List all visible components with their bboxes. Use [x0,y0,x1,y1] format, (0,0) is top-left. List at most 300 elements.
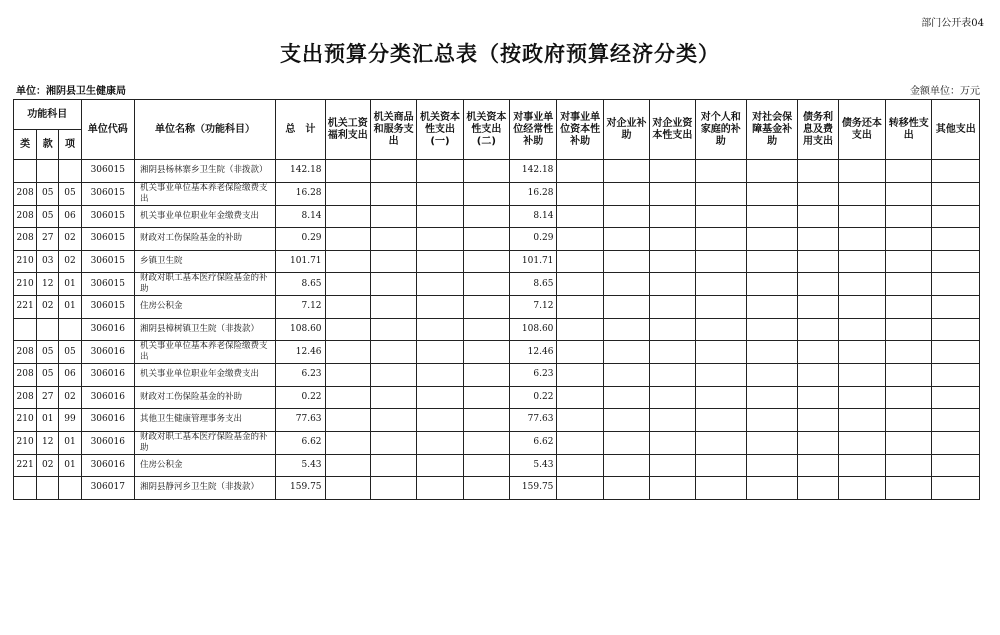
cell-enterprise-subsidy [603,318,649,341]
cell-wages [325,228,370,251]
cell-kuan [37,160,59,183]
cell-household-subsidy [695,160,746,183]
cell-debt-interest [798,318,838,341]
cell-institution-subsidy: 0.22 [510,386,557,409]
cell-capital-2 [463,182,509,205]
cell-enterprise-capital [650,364,695,387]
cell-institution-subsidy: 101.71 [510,250,557,273]
cell-lei: 208 [14,205,37,228]
cell-capital-1 [417,364,463,387]
cell-goods-services [370,273,416,296]
header-total: 总 计 [276,100,325,160]
cell-wages [325,386,370,409]
cell-capital-1 [417,273,463,296]
table-row [14,182,980,205]
cell-enterprise-capital [650,341,695,364]
cell-goods-services [370,296,416,319]
cell-transfer [886,431,932,454]
cell-capital-2 [463,341,509,364]
cell-capital-1 [417,205,463,228]
table-row [14,228,980,251]
cell-unit-code: 306016 [81,318,134,341]
cell-household-subsidy [695,182,746,205]
header-unit-name: 单位名称（功能科目） [134,100,275,160]
cell-debt-interest [798,182,838,205]
cell-xiang: 06 [59,364,81,387]
cell-capital-2 [463,318,509,341]
header-capital-2: 机关资本性支出(二) [463,100,509,160]
cell-xiang: 99 [59,409,81,432]
cell-household-subsidy [695,341,746,364]
cell-unit-code: 306015 [81,228,134,251]
cell-xiang: 06 [59,205,81,228]
cell-xiang [59,477,81,500]
cell-enterprise-capital [650,160,695,183]
header-unit-code: 单位代码 [81,100,134,160]
cell-debt-interest [798,386,838,409]
header-wages: 机关工资福利支出 [325,100,370,160]
cell-enterprise-subsidy [603,228,649,251]
cell-kuan: 27 [37,228,59,251]
cell-capital-1 [417,386,463,409]
cell-unit-name: 财政对职工基本医疗保险基金的补助 [134,431,275,454]
cell-transfer [886,409,932,432]
table-row [14,160,980,183]
cell-social-security [746,477,797,500]
cell-enterprise-capital [650,273,695,296]
cell-institution-subsidy: 6.62 [510,431,557,454]
cell-transfer [886,205,932,228]
cell-other [932,273,980,296]
cell-unit-name: 乡镇卫生院 [134,250,275,273]
cell-institution-subsidy: 142.18 [510,160,557,183]
table-row [14,318,980,341]
cell-capital-2 [463,160,509,183]
cell-capital-2 [463,477,509,500]
cell-institution-capital [557,431,603,454]
cell-enterprise-subsidy [603,341,649,364]
cell-wages [325,318,370,341]
cell-xiang [59,318,81,341]
cell-capital-1 [417,182,463,205]
cell-lei: 208 [14,364,37,387]
cell-kuan [37,318,59,341]
cell-household-subsidy [695,250,746,273]
cell-capital-1 [417,318,463,341]
cell-transfer [886,341,932,364]
header-kuan: 款 [37,130,59,160]
header-household-subsidy: 对个人和家庭的补助 [695,100,746,160]
cell-total: 16.28 [276,182,325,205]
table-row [14,454,980,477]
cell-capital-2 [463,386,509,409]
cell-debt-interest [798,160,838,183]
cell-goods-services [370,364,416,387]
cell-debt-principal [838,318,885,341]
cell-other [932,318,980,341]
cell-total: 7.12 [276,296,325,319]
cell-debt-principal [838,454,885,477]
header-social-security: 对社会保障基金补助 [746,100,797,160]
cell-capital-2 [463,296,509,319]
cell-lei: 208 [14,341,37,364]
cell-unit-name: 湘阴县静河乡卫生院（非拨款） [134,477,275,500]
cell-social-security [746,386,797,409]
cell-debt-interest [798,364,838,387]
cell-capital-2 [463,409,509,432]
cell-wages [325,205,370,228]
cell-enterprise-subsidy [603,160,649,183]
cell-other [932,296,980,319]
cell-other [932,364,980,387]
cell-household-subsidy [695,273,746,296]
cell-wages [325,364,370,387]
cell-kuan: 05 [37,205,59,228]
cell-enterprise-capital [650,205,695,228]
cell-household-subsidy [695,318,746,341]
cell-other [932,182,980,205]
cell-lei: 210 [14,431,37,454]
header-other: 其他支出 [932,100,980,160]
cell-enterprise-capital [650,477,695,500]
cell-kuan [37,477,59,500]
cell-debt-principal [838,273,885,296]
cell-wages [325,182,370,205]
cell-debt-principal [838,409,885,432]
cell-capital-2 [463,364,509,387]
cell-transfer [886,228,932,251]
cell-capital-2 [463,454,509,477]
cell-wages [325,341,370,364]
cell-unit-code: 306017 [81,477,134,500]
cell-total: 108.60 [276,318,325,341]
cell-household-subsidy [695,205,746,228]
cell-wages [325,477,370,500]
page-title: 支出预算分类汇总表（按政府预算经济分类） [280,42,720,66]
cell-debt-principal [838,296,885,319]
header-debt-principal: 债务还本支出 [838,100,885,160]
cell-institution-capital [557,318,603,341]
cell-institution-capital [557,386,603,409]
cell-kuan: 05 [37,182,59,205]
cell-debt-principal [838,341,885,364]
cell-household-subsidy [695,454,746,477]
cell-unit-name: 财政对工伤保险基金的补助 [134,228,275,251]
cell-unit-name: 财政对职工基本医疗保险基金的补助 [134,273,275,296]
cell-total: 142.18 [276,160,325,183]
cell-social-security [746,160,797,183]
cell-unit-code: 306016 [81,454,134,477]
cell-household-subsidy [695,386,746,409]
cell-other [932,228,980,251]
cell-xiang [59,160,81,183]
header-function-group: 功能科目 [14,100,82,130]
cell-enterprise-subsidy [603,409,649,432]
cell-debt-principal [838,431,885,454]
cell-enterprise-subsidy [603,364,649,387]
cell-institution-capital [557,454,603,477]
cell-unit-name: 财政对工伤保险基金的补助 [134,386,275,409]
cell-social-security [746,431,797,454]
cell-debt-interest [798,228,838,251]
cell-kuan: 12 [37,431,59,454]
amount-unit-label: 金额单位：万元 [910,86,980,97]
cell-lei: 210 [14,250,37,273]
table-row [14,341,980,364]
cell-debt-interest [798,250,838,273]
cell-enterprise-capital [650,296,695,319]
cell-debt-principal [838,477,885,500]
cell-debt-principal [838,160,885,183]
cell-enterprise-subsidy [603,205,649,228]
cell-total: 101.71 [276,250,325,273]
cell-unit-name: 湘阴县杨林寨乡卫生院（非拨款） [134,160,275,183]
cell-institution-capital [557,364,603,387]
cell-institution-subsidy: 12.46 [510,341,557,364]
cell-debt-principal [838,364,885,387]
cell-institution-capital [557,160,603,183]
cell-transfer [886,250,932,273]
cell-unit-code: 306015 [81,160,134,183]
cell-lei: 210 [14,409,37,432]
cell-other [932,477,980,500]
cell-wages [325,454,370,477]
cell-debt-interest [798,477,838,500]
cell-household-subsidy [695,431,746,454]
cell-capital-1 [417,409,463,432]
cell-wages [325,160,370,183]
cell-enterprise-capital [650,228,695,251]
cell-institution-capital [557,205,603,228]
cell-institution-subsidy: 5.43 [510,454,557,477]
cell-goods-services [370,318,416,341]
cell-xiang: 01 [59,273,81,296]
cell-other [932,341,980,364]
cell-unit-code: 306016 [81,386,134,409]
cell-enterprise-capital [650,250,695,273]
header-lei: 类 [14,130,37,160]
cell-total: 6.23 [276,364,325,387]
cell-other [932,454,980,477]
cell-other [932,250,980,273]
cell-enterprise-subsidy [603,273,649,296]
cell-debt-principal [838,386,885,409]
table-row [14,250,980,273]
cell-capital-1 [417,250,463,273]
cell-debt-interest [798,296,838,319]
cell-unit-code: 306015 [81,296,134,319]
header-institution-subsidy: 对事业单位经常性补助 [510,100,557,160]
cell-lei: 208 [14,182,37,205]
header-enterprise-capital: 对企业资本性支出 [650,100,695,160]
cell-debt-principal [838,228,885,251]
cell-goods-services [370,228,416,251]
cell-other [932,386,980,409]
cell-institution-subsidy: 7.12 [510,296,557,319]
cell-enterprise-capital [650,182,695,205]
cell-total: 77.63 [276,409,325,432]
cell-enterprise-subsidy [603,431,649,454]
cell-goods-services [370,409,416,432]
cell-goods-services [370,477,416,500]
cell-transfer [886,386,932,409]
cell-enterprise-subsidy [603,386,649,409]
cell-institution-subsidy: 0.29 [510,228,557,251]
cell-total: 159.75 [276,477,325,500]
cell-debt-principal [838,250,885,273]
cell-goods-services [370,250,416,273]
cell-kuan: 05 [37,364,59,387]
cell-unit-name: 机关事业单位基本养老保险缴费支出 [134,341,275,364]
cell-goods-services [370,341,416,364]
cell-lei: 208 [14,228,37,251]
cell-social-security [746,296,797,319]
cell-transfer [886,160,932,183]
header-xiang: 项 [59,130,81,160]
cell-unit-name: 湘阴县樟树镇卫生院（非拨款） [134,318,275,341]
cell-kuan: 01 [37,409,59,432]
cell-lei: 208 [14,386,37,409]
cell-transfer [886,182,932,205]
cell-xiang: 01 [59,454,81,477]
cell-unit-name: 其他卫生健康管理事务支出 [134,409,275,432]
cell-enterprise-capital [650,386,695,409]
cell-debt-interest [798,205,838,228]
cell-kuan: 02 [37,296,59,319]
cell-other [932,431,980,454]
cell-capital-1 [417,477,463,500]
table-row [14,296,980,319]
cell-wages [325,431,370,454]
cell-unit-code: 306015 [81,205,134,228]
cell-capital-2 [463,273,509,296]
cell-social-security [746,228,797,251]
cell-enterprise-subsidy [603,477,649,500]
cell-household-subsidy [695,296,746,319]
form-number: 部门公开表04 [921,18,984,29]
cell-social-security [746,409,797,432]
cell-capital-1 [417,454,463,477]
cell-debt-principal [838,182,885,205]
cell-unit-name: 机关事业单位职业年金缴费支出 [134,364,275,387]
cell-xiang: 02 [59,250,81,273]
cell-enterprise-subsidy [603,454,649,477]
cell-institution-subsidy: 16.28 [510,182,557,205]
cell-debt-principal [838,205,885,228]
cell-lei: 210 [14,273,37,296]
table-row [14,431,980,454]
table-row [14,409,980,432]
cell-goods-services [370,386,416,409]
cell-xiang: 02 [59,386,81,409]
cell-institution-capital [557,182,603,205]
cell-goods-services [370,431,416,454]
cell-institution-subsidy: 6.23 [510,364,557,387]
cell-kuan: 03 [37,250,59,273]
cell-unit-code: 306016 [81,341,134,364]
unit-label: 单位：湘阴县卫生健康局 [16,86,126,97]
cell-social-security [746,273,797,296]
cell-unit-code: 306015 [81,273,134,296]
cell-institution-subsidy: 159.75 [510,477,557,500]
cell-total: 6.62 [276,431,325,454]
cell-social-security [746,364,797,387]
cell-enterprise-capital [650,431,695,454]
cell-lei [14,477,37,500]
cell-lei: 221 [14,454,37,477]
header-capital-1: 机关资本性支出(一) [417,100,463,160]
cell-institution-subsidy: 108.60 [510,318,557,341]
cell-other [932,160,980,183]
cell-goods-services [370,182,416,205]
cell-total: 12.46 [276,341,325,364]
cell-social-security [746,182,797,205]
cell-total: 8.14 [276,205,325,228]
table-row [14,477,980,500]
cell-institution-capital [557,341,603,364]
header-goods-services: 机关商品和服务支出 [370,100,416,160]
cell-unit-name: 机关事业单位基本养老保险缴费支出 [134,182,275,205]
cell-social-security [746,250,797,273]
cell-enterprise-capital [650,454,695,477]
cell-lei [14,318,37,341]
cell-debt-interest [798,273,838,296]
cell-goods-services [370,160,416,183]
cell-enterprise-subsidy [603,296,649,319]
table-row [14,205,980,228]
cell-transfer [886,454,932,477]
cell-unit-code: 306016 [81,364,134,387]
table-row [14,273,980,296]
cell-wages [325,250,370,273]
cell-capital-2 [463,250,509,273]
cell-transfer [886,273,932,296]
cell-transfer [886,364,932,387]
cell-capital-2 [463,431,509,454]
cell-unit-name: 住房公积金 [134,454,275,477]
cell-unit-code: 306016 [81,431,134,454]
cell-goods-services [370,454,416,477]
cell-household-subsidy [695,364,746,387]
cell-total: 5.43 [276,454,325,477]
cell-household-subsidy [695,228,746,251]
cell-capital-2 [463,205,509,228]
cell-enterprise-subsidy [603,250,649,273]
cell-household-subsidy [695,409,746,432]
cell-unit-name: 机关事业单位职业年金缴费支出 [134,205,275,228]
cell-institution-subsidy: 8.65 [510,273,557,296]
cell-debt-interest [798,454,838,477]
cell-xiang: 05 [59,341,81,364]
cell-capital-2 [463,228,509,251]
cell-unit-code: 306015 [81,182,134,205]
cell-xiang: 05 [59,182,81,205]
cell-enterprise-capital [650,409,695,432]
cell-institution-capital [557,409,603,432]
cell-other [932,409,980,432]
cell-kuan: 27 [37,386,59,409]
cell-institution-capital [557,477,603,500]
table-row [14,364,980,387]
cell-total: 8.65 [276,273,325,296]
cell-total: 0.29 [276,228,325,251]
cell-transfer [886,318,932,341]
cell-xiang: 01 [59,431,81,454]
cell-wages [325,296,370,319]
cell-social-security [746,454,797,477]
cell-debt-interest [798,409,838,432]
table-row [14,386,980,409]
